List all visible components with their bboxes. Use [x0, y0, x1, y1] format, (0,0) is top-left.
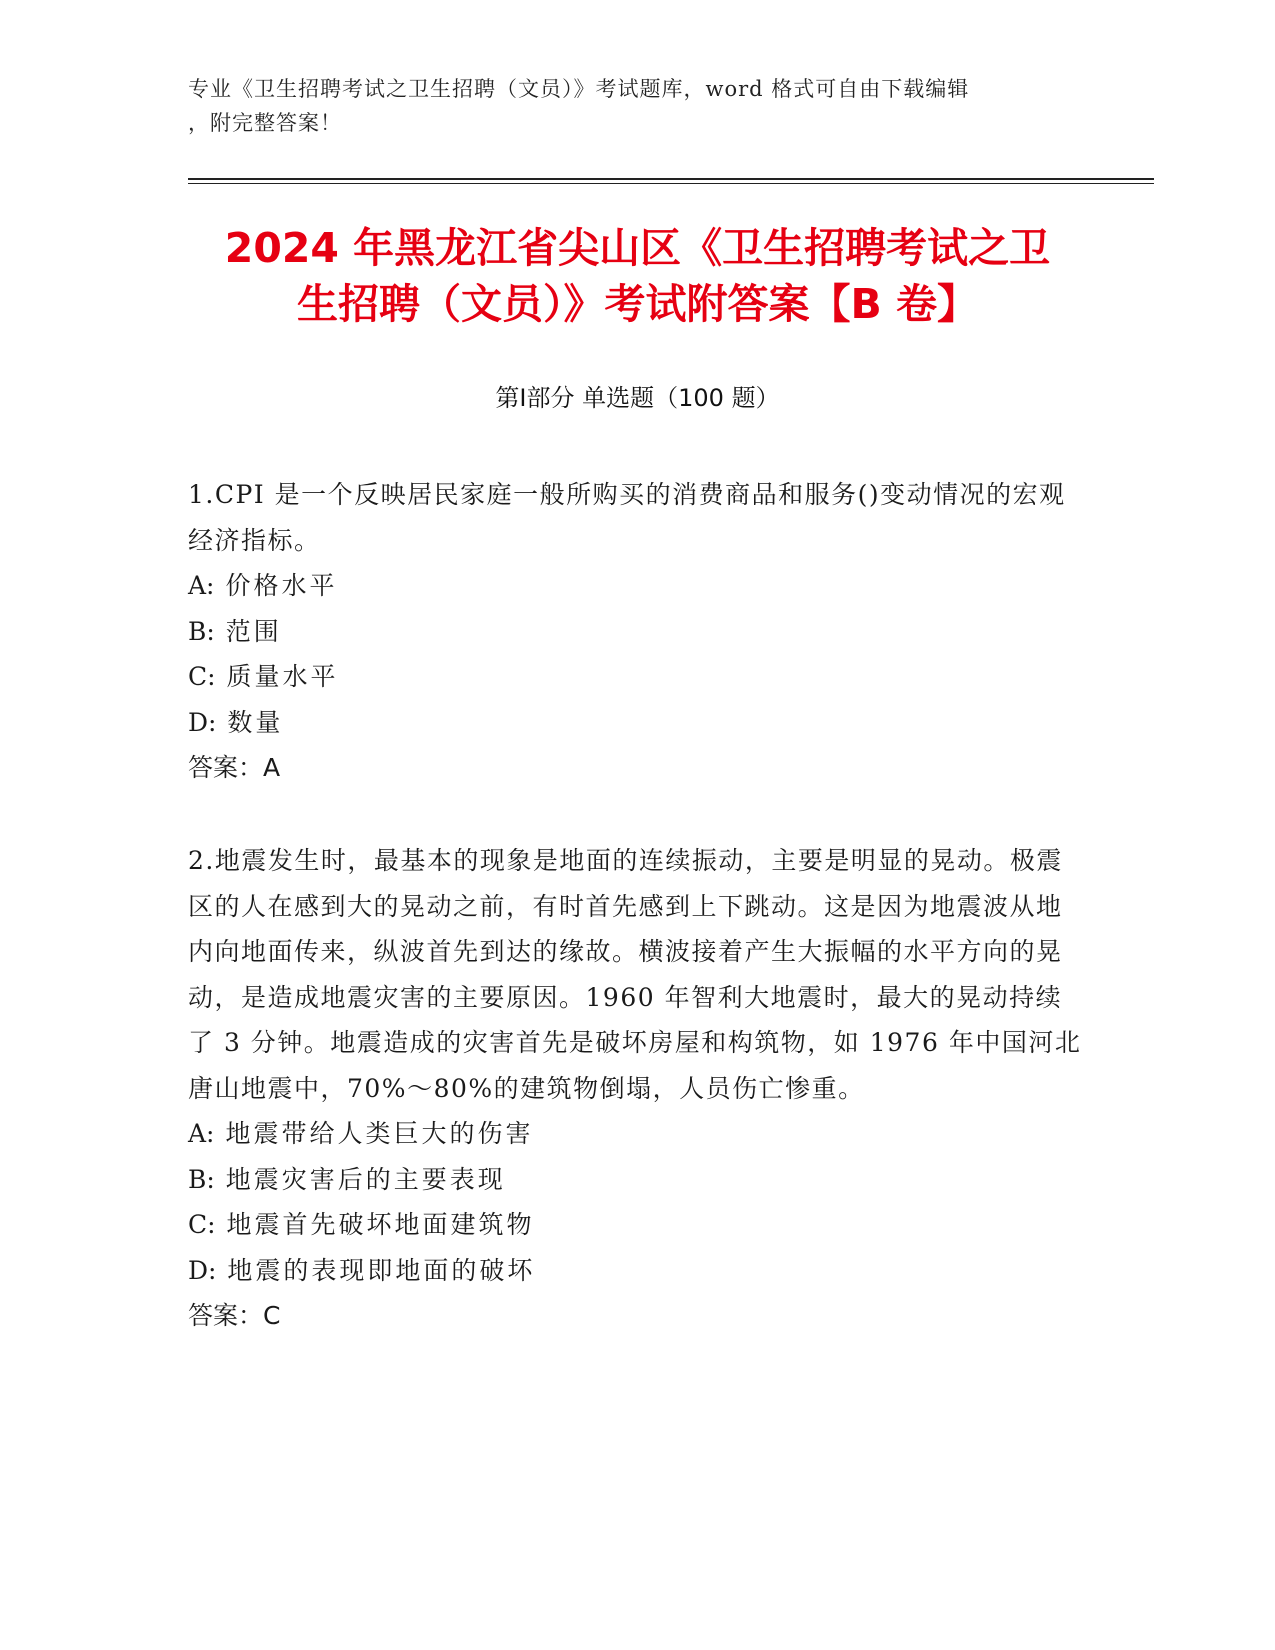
option-text: 地震的表现即地面的破坏 [227, 1255, 536, 1285]
option-text: 地震带给人类巨大的伤害 [225, 1119, 534, 1148]
section-title: 第Ⅰ部分 单选题（100 题） [495, 384, 780, 412]
option-key: C: [188, 1210, 216, 1239]
answer-line [188, 1293, 1088, 1339]
question-item [188, 838, 1088, 1339]
option-key: D: [188, 1255, 217, 1285]
option-a [188, 1111, 1088, 1157]
option-text: 数量 [227, 707, 284, 737]
option-key: B: [188, 1164, 215, 1194]
question-stem: 1.CPI 是一个反映居民家庭一般所购买的消费商品和服务()变动情况的宏观经济指标。 [188, 480, 1066, 555]
option-d [188, 1248, 1088, 1294]
option-b [188, 1157, 1088, 1203]
answer-label: 答案： [188, 1301, 264, 1330]
option-b [188, 609, 1088, 655]
answer-value: C [263, 1301, 281, 1330]
option-c [188, 1202, 1088, 1248]
option-d [188, 700, 1088, 746]
answer-value: A [263, 753, 281, 782]
question-stem: 2.地震发生时，最基本的现象是地面的连续振动，主要是明显的晃动。极震区的人在感到大的晃动之前，有时首先感到上下跳动。这是因为地震波从地内向地面传来，纵波首先到达的缘故。横波接着产生大振幅的水平方向的晃动，是造成地震灾害的主要原因。1960 年智利大地震时，最大的晃动持续了 3 分钟。地震造成的灾害首先是破坏房屋和构筑物，如 1976 年中国河北唐山地震中，70%～80%的建筑物倒塌，人员伤亡惨重。 [188, 846, 1082, 1103]
option-text: 价格水平 [225, 571, 338, 600]
answer-line [188, 745, 1088, 791]
option-text: 地震灾害后的主要表现 [225, 1164, 506, 1194]
option-key: D: [188, 707, 217, 737]
option-key: A: [188, 571, 215, 600]
option-c [188, 654, 1088, 700]
question-item [188, 472, 1088, 791]
document-title-line1: 2024 年黑龙江省尖山区《卫生招聘考试之卫 [224, 224, 1051, 272]
option-text: 质量水平 [226, 662, 339, 691]
header-rule-thin [188, 183, 1154, 184]
document-title [160, 220, 1115, 332]
option-text: 范围 [225, 616, 282, 646]
answer-label: 答案： [188, 753, 264, 782]
option-a [188, 563, 1088, 609]
header-note-line2: ，附完整答案！ [188, 111, 342, 135]
document-title-line2: 生招聘（文员）》考试附答案【B 卷】 [296, 280, 979, 328]
option-text: 地震首先破坏地面建筑物 [226, 1210, 535, 1239]
header-note-line1: 专业《卫生招聘考试之卫生招聘（文员）》考试题库，word 格式可自由下载编辑 [188, 77, 970, 101]
header-rule-thick [188, 178, 1154, 180]
option-key: B: [188, 616, 215, 646]
option-key: A: [188, 1119, 215, 1148]
header-note [188, 72, 1088, 140]
option-key: C: [188, 662, 216, 691]
